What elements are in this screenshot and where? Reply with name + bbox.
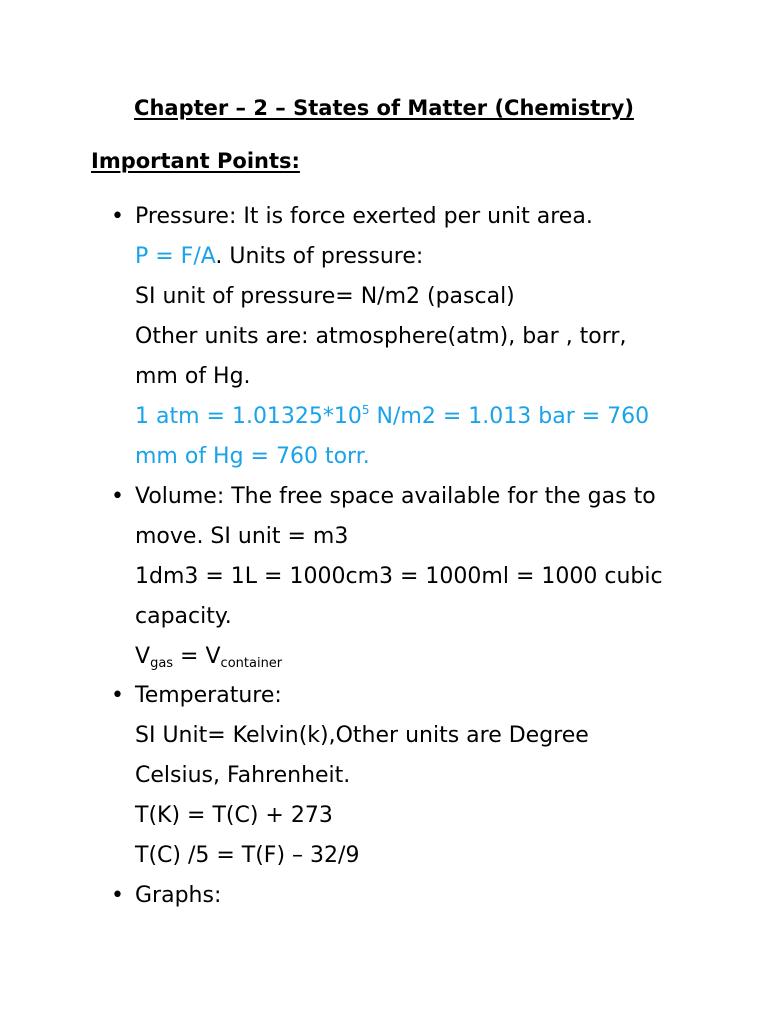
temperature-other-units: Celsius, Fahrenheit. bbox=[135, 763, 351, 788]
pressure-si-unit: SI unit of pressure= N/m2 (pascal) bbox=[135, 284, 515, 309]
pressure-formula: P = F/A bbox=[135, 244, 216, 269]
bullet-marker-graphs: • bbox=[111, 883, 124, 908]
conversion-exponent: 5 bbox=[361, 403, 370, 417]
v-equals: = V bbox=[173, 644, 221, 669]
graphs-heading: Graphs: bbox=[135, 883, 222, 908]
pressure-formula-line bbox=[135, 242, 423, 272]
v-subscript-gas: gas bbox=[150, 656, 174, 671]
temperature-fahrenheit-formula: T(C) /5 = T(F) – 32/9 bbox=[135, 843, 360, 868]
conversion-text-b: N/m2 = 1.013 bar = 760 bbox=[369, 404, 650, 429]
temperature-kelvin-formula: T(K) = T(C) + 273 bbox=[135, 803, 333, 828]
bullet-marker-volume: • bbox=[111, 484, 124, 509]
v-symbol: V bbox=[135, 644, 151, 669]
volume-gas-equation bbox=[135, 642, 282, 672]
bullet-marker-pressure: • bbox=[111, 204, 124, 229]
volume-definition: Volume: The free space available for the gas to bbox=[135, 484, 656, 509]
pressure-definition: Pressure: It is force exerted per unit area. bbox=[135, 204, 593, 229]
pressure-other-units-cont: mm of Hg. bbox=[135, 364, 251, 389]
pressure-other-units: Other units are: atmosphere(atm), bar , torr, bbox=[135, 324, 627, 349]
section-heading: Important Points: bbox=[91, 149, 300, 173]
v-subscript-container: container bbox=[220, 656, 283, 671]
volume-conversion: 1dm3 = 1L = 1000cm3 = 1000ml = 1000 cubic bbox=[135, 564, 663, 589]
pressure-conversion-line2: mm of Hg = 760 torr. bbox=[135, 444, 370, 469]
temperature-si-unit: SI Unit= Kelvin(k),Other units are Degree bbox=[135, 723, 589, 748]
temperature-heading: Temperature: bbox=[135, 683, 282, 708]
pressure-units-label: . Units of pressure: bbox=[215, 244, 424, 269]
volume-conversion-cont: capacity. bbox=[135, 604, 232, 629]
conversion-text-a: 1 atm = 1.01325*10 bbox=[135, 404, 362, 429]
bullet-marker-temperature: • bbox=[111, 683, 124, 708]
volume-si-unit: move. SI unit = m3 bbox=[135, 524, 349, 549]
pressure-conversion-line1 bbox=[135, 402, 649, 432]
page-title: Chapter – 2 – States of Matter (Chemistry) bbox=[134, 96, 634, 120]
